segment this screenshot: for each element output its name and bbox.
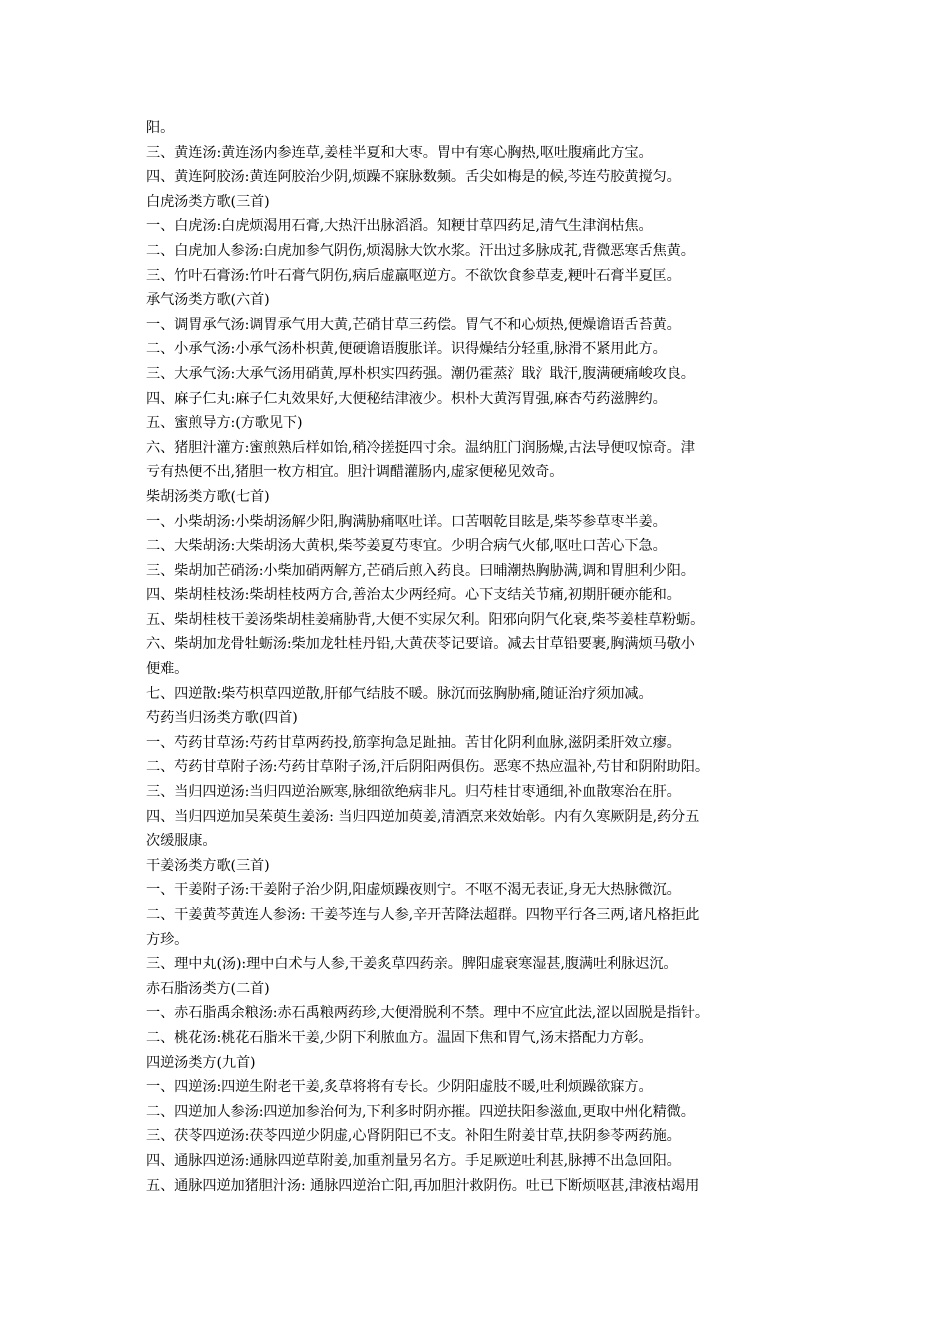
text-line: 六、柴胡加龙骨牡蛎汤:柴加龙牡桂丹铅,大黄茯苓记要谙。减去甘草铅要裹,胸满烦马敬小 (146, 636, 695, 653)
section-heading: 白虎汤类方歌(三首) (146, 193, 270, 210)
text-line: 三、黄连汤:黄连汤内参连草,姜桂半夏和大枣。胃中有寒心胸热,呕吐腹痛此方宝。 (146, 144, 653, 161)
text-line: 六、猪胆汁灌方:蜜煎熟后样如饴,稍冷搓挺四寸余。温纳肛门润肠燥,古法导便叹惊奇。津 (146, 439, 695, 456)
text-line: 一、芍药甘草汤:芍药甘草两药投,筋挛拘急足趾抽。苦甘化阴利血脉,滋阴柔肝效立瘳。 (146, 734, 681, 751)
text-line: 二、桃花汤:桃花石脂米干姜,少阴下利脓血方。温固下焦和胃气,汤末搭配力方彰。 (146, 1029, 653, 1046)
text-line: 二、四逆加人参汤:四逆加参治何为,下利多时阴亦摧。四逆扶阳参滋血,更取中州化精微。 (146, 1103, 695, 1120)
section-heading: 四逆汤类方(九首) (146, 1054, 256, 1071)
text-line: 三、竹叶石膏汤:竹叶石膏气阴伤,病后虚羸呕逆方。不欲饮食参草麦,粳叶石膏半夏匡。 (146, 267, 681, 284)
text-line: 二、大柴胡汤:大柴胡汤大黄枳,柴芩姜夏芍枣宜。少明合病气火郁,呕吐口苦心下急。 (146, 538, 667, 555)
text-line: 次缓服康。 (146, 833, 217, 850)
text-line: 三、柴胡加芒硝汤:小柴加硝两解方,芒硝后煎入药良。曰晡潮热胸胁满,调和胃胆利少阳。 (146, 562, 695, 579)
text-line: 四、柴胡桂枝汤:柴胡桂枝两方合,善治太少两经疴。心下支结关节痛,初期肝硬亦能和。 (146, 587, 681, 604)
text-line: 阳。 (146, 120, 175, 136)
section-heading: 赤石脂汤类方(二首) (146, 980, 270, 997)
section-heading: 承气汤类方歌(六首) (146, 292, 270, 309)
text-line: 五、通脉四逆加猪胆汁汤: 通脉四逆治亡阳,再加胆汁救阴伤。吐已下断烦呕甚,津液枯竭用 (146, 1177, 700, 1194)
text-line: 二、干姜黄芩黄连人参汤: 干姜芩连与人参,辛开苦降法超群。四物平行各三两,诸凡格拒此 (146, 907, 700, 923)
text-line: 三、大承气汤:大承气汤用硝黄,厚朴枳实四药强。潮仍霍蒸氵戢氵戢汗,腹满硬痛峻攻良。 (146, 365, 695, 382)
section-heading: 柴胡汤类方歌(七首) (146, 488, 270, 505)
text-line: 便难。 (146, 661, 189, 678)
text-line: 亏有热便不出,猪胆一枚方相宜。胆汁调醋灌肠内,虚家便秘见效奇。 (146, 464, 564, 481)
text-line: 五、蜜煎导方:(方歌见下) (146, 415, 303, 432)
text-line: 七、四逆散:柴芍枳草四逆散,肝郁气结肢不暖。脉沉而弦胸胁痛,随证治疗须加减。 (146, 685, 653, 702)
text-line: 一、调胃承气汤:调胃承气用大黄,芒硝甘草三药偿。胃气不和心烦热,便燥谵语舌苔黄。 (146, 316, 681, 333)
text-line: 一、干姜附子汤:干姜附子治少阴,阳虚烦躁夜则宁。不呕不渴无表证,身无大热脉微沉。 (146, 882, 681, 899)
text-line: 一、白虎汤:白虎烦渴用石膏,大热汗出脉滔滔。知粳甘草四药足,清气生津润枯焦。 (146, 218, 653, 235)
text-line: 四、黄连阿胶汤:黄连阿胶治少阴,烦躁不寐脉数频。舌尖如梅是的候,芩连芍胶黄搅匀。 (146, 169, 681, 186)
text-line: 二、小承气汤:小承气汤朴枳黄,便硬谵语腹胀详。识得燥结分轻重,脉滑不紧用此方。 (146, 341, 667, 358)
document-page (0, 116, 950, 1198)
text-line: 一、小柴胡汤:小柴胡汤解少阳,胸满胁痛呕吐详。口苦咽乾目眩是,柴芩参草枣半姜。 (146, 513, 667, 530)
text-line: 二、芍药甘草附子汤:芍药甘草附子汤,汗后阴阳两俱伤。恶寒不热应温补,芍甘和阴附助阳。 (146, 759, 709, 776)
text-line: 一、赤石脂禹余粮汤:赤石禹粮两药珍,大便滑脱利不禁。理中不应宜此法,涩以固脱是指针。 (146, 1005, 709, 1022)
text-line: 五、柴胡桂枝干姜汤柴胡桂姜痛胁背,大便不实尿欠利。阳邪向阴气化衰,柴芩姜桂草粉蛎。 (146, 611, 705, 628)
section-heading: 干姜汤类方歌(三首) (146, 857, 270, 874)
section-heading: 芍药当归汤类方歌(四首) (146, 710, 298, 727)
text-line: 方珍。 (146, 931, 189, 948)
text-line: 三、当归四逆汤:当归四逆治厥寒,脉细欲绝病非凡。归芍桂甘枣通细,补血散寒治在肝。 (146, 784, 681, 801)
text-line: 三、茯苓四逆汤:茯苓四逆少阴虚,心肾阴阳已不支。补阳生附姜甘草,扶阴参苓两药施。 (146, 1128, 681, 1145)
text-line: 三、理中丸(汤):理中白术与人参,干姜炙草四药亲。脾阳虚衰寒湿甚,腹满吐利脉迟沉。 (146, 956, 678, 973)
text-line: 四、当归四逆加吴茱萸生姜汤: 当归四逆加萸姜,清酒烹来效始彰。内有久寒厥阴是,药分五 (146, 808, 700, 825)
text-line: 二、白虎加人参汤:白虎加参气阴伤,烦渴脉大饮水浆。汗出过多脉成芤,背微恶寒舌焦黄。 (146, 242, 695, 259)
text-line: 四、麻子仁丸:麻子仁丸效果好,大便秘结津液少。枳朴大黄泻胃强,麻杏芍药滋脾约。 (146, 390, 667, 407)
text-line: 四、通脉四逆汤:通脉四逆草附姜,加重剂量另名方。手足厥逆吐利甚,脉搏不出急回阳。 (146, 1152, 681, 1169)
text-line: 一、四逆汤:四逆生附老干姜,炙草将将有专长。少阴阳虚肢不暖,吐利烦躁欲寐方。 (146, 1079, 653, 1096)
